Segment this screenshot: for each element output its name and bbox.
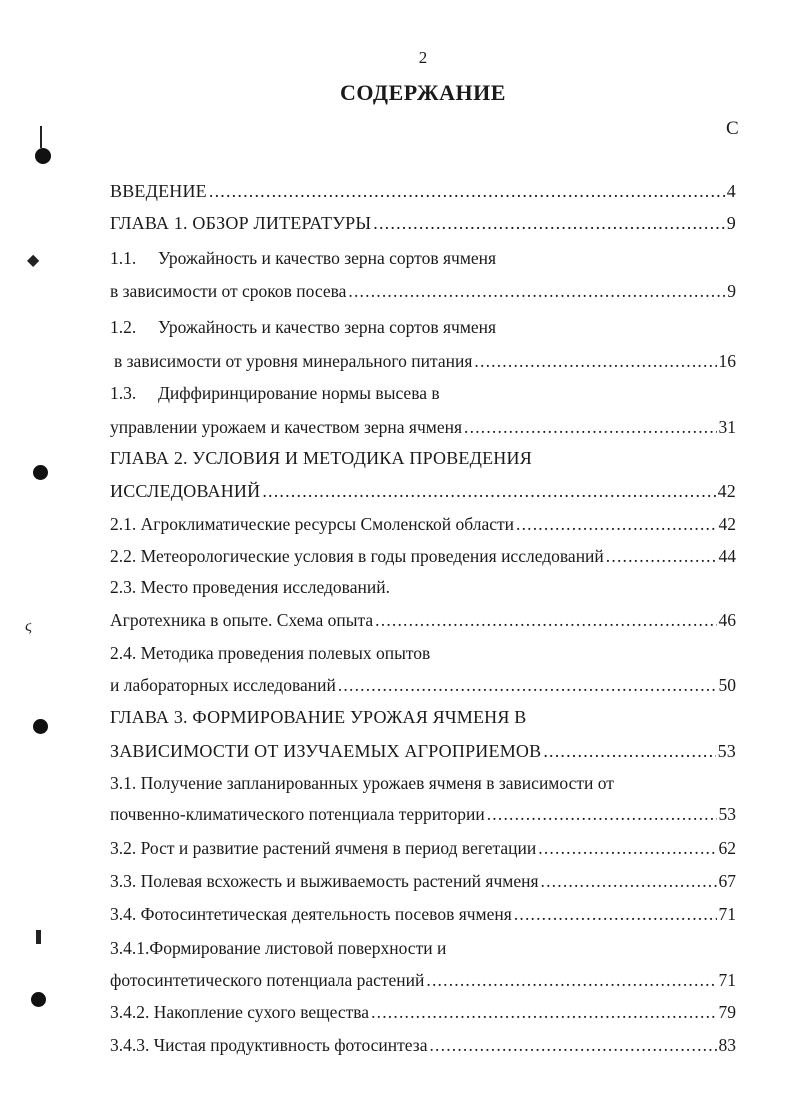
toc-entry-title: [110, 319, 496, 337]
toc-leader-dots: [209, 182, 725, 200]
toc-entry: [110, 579, 736, 597]
toc-leader-dots: [543, 742, 715, 760]
toc-entry-text: 2.2. Метеорологические условия в годы проведения исследований: [110, 546, 604, 566]
punch-hole-mark: [35, 148, 51, 164]
toc-entry-text: 3.4.1.Формирование листовой поверхности и: [110, 938, 447, 958]
toc-entry-title: [110, 972, 424, 990]
toc-entry: [110, 775, 736, 793]
toc-entry: [110, 677, 736, 695]
toc-entry-title: [110, 250, 496, 268]
toc-entry: [110, 385, 736, 403]
toc-leader-dots: [487, 806, 717, 824]
toc-entry: [110, 548, 736, 566]
toc-page-number: 44: [718, 546, 736, 566]
punch-hole-smudge: ϛ: [25, 618, 32, 635]
toc-entry-title: [110, 742, 541, 760]
toc-entry: [110, 283, 736, 301]
toc-page-number: 9: [727, 281, 736, 301]
toc-entry-title: [110, 579, 390, 597]
toc-page-number: 79: [718, 1002, 736, 1022]
punch-hole-mark: [31, 992, 46, 1007]
toc-entry-title: [110, 840, 536, 858]
toc-entry-text: Диффиринцирование нормы высева в: [158, 383, 440, 403]
toc-entry-title: [110, 516, 514, 534]
toc-entry-text: 3.2. Рост и развитие растений ячменя в период вегетации: [110, 838, 537, 858]
toc-entry-title: [110, 283, 346, 301]
toc-entry-text: 2.4. Методика проведения полевых опытов: [110, 643, 431, 663]
toc-entry-text: Урожайность и качество зерна сортов ячменя: [158, 317, 497, 337]
toc-entry-text: в зависимости от уровня минерального питания: [114, 351, 473, 371]
toc-entry: [110, 806, 736, 824]
toc-entry-title: [110, 419, 462, 437]
toc-page-number: 16: [718, 351, 736, 371]
toc-page-number: 42: [717, 481, 736, 501]
toc-entry-text: ЗАВИСИМОСТИ ОТ ИЗУЧАЕМЫХ АГРОПРИЕМОВ: [110, 741, 542, 761]
toc-leader-dots: [516, 516, 717, 534]
toc-leader-dots: [375, 612, 716, 630]
toc-entry-text: Урожайность и качество зерна сортов ячменя: [158, 248, 497, 268]
page-title: СОДЕРЖАНИЕ: [340, 80, 506, 105]
toc-entry-text: в зависимости от сроков посева: [110, 281, 347, 301]
toc-entry-text: 2.1. Агроклиматические ресурсы Смоленской области: [110, 514, 514, 534]
toc-entry-text: 3.4. Фотосинтетическая деятельность посевов ячменя: [110, 904, 512, 924]
toc-page-number: 71: [718, 904, 736, 924]
toc-entry: [110, 353, 736, 371]
toc-entry-text: 3.3. Полевая всхожесть и выживаемость растений ячменя: [110, 871, 539, 891]
toc-leader-dots: [348, 283, 725, 301]
toc-entry: [110, 972, 736, 990]
toc-entry-text: ГЛАВА 2. УСЛОВИЯ И МЕТОДИКА ПРОВЕДЕНИЯ: [110, 448, 532, 468]
toc-leader-dots: [514, 906, 717, 924]
toc-entry: [110, 319, 736, 337]
toc-entry-text: ВВЕДЕНИЕ: [110, 181, 207, 201]
toc-entry: [110, 419, 736, 437]
toc-leader-dots: [541, 873, 717, 891]
toc-entry-title: [110, 940, 446, 958]
toc-entry-title: [110, 449, 532, 467]
toc-entry-text: 3.1. Получение запланированных урожаев ячменя в зависимости от: [110, 773, 614, 793]
toc-entry: [110, 1004, 736, 1022]
toc-entry-title: [110, 708, 526, 726]
toc-entry: [110, 873, 736, 891]
toc-entry-title: [110, 645, 430, 663]
toc-entry: [110, 482, 736, 500]
toc-entry-text: ГЛАВА 1. ОБЗОР ЛИТЕРАТУРЫ: [110, 213, 372, 233]
toc-entry-text: 2.3. Место проведения исследований.: [110, 577, 390, 597]
toc-entry-title: [110, 182, 207, 200]
toc-page-number: 42: [718, 514, 736, 534]
toc-page-number: 83: [718, 1035, 736, 1055]
toc-entry-title: [110, 775, 614, 793]
toc-entry-title: [110, 1004, 369, 1022]
toc-page-number: 62: [718, 838, 736, 858]
toc-entry-text: управлении урожаем и качеством зерна ячменя: [110, 417, 463, 437]
toc-entry-title: [110, 482, 260, 500]
toc-entry-number: 1.1.: [110, 248, 137, 268]
toc-entry-number: 1.2.: [110, 317, 137, 337]
margin-tick-mark: [40, 126, 42, 148]
toc-entry-title: [110, 906, 512, 924]
toc-entry: [110, 516, 736, 534]
toc-page-number: 53: [717, 741, 736, 761]
page-column-header: С: [726, 118, 739, 139]
toc-entry: [110, 645, 736, 663]
punch-hole-smudge: ◆: [27, 252, 40, 269]
toc-page-number: 71: [718, 970, 736, 990]
toc-entry: [110, 708, 736, 726]
toc-entry: [110, 940, 736, 958]
toc-entry-text: ГЛАВА 3. ФОРМИРОВАНИЕ УРОЖАЯ ЯЧМЕНЯ В: [110, 707, 527, 727]
toc-entry-text: и лабораторных исследований: [110, 675, 336, 695]
toc-entry-title: [110, 1037, 427, 1055]
toc-entry-title: [110, 873, 539, 891]
toc-entry-title: [110, 548, 604, 566]
toc-entry-text: почвенно-климатического потенциала территории: [110, 804, 485, 824]
toc-entry-text: фотосинтетического потенциала растений: [110, 970, 425, 990]
toc-entry: [110, 250, 736, 268]
toc-leader-dots: [426, 972, 716, 990]
toc-entry-text: Агротехника в опыте. Схема опыта: [110, 610, 374, 630]
toc-entry: [110, 1037, 736, 1055]
toc-page-number: 67: [718, 871, 736, 891]
toc-entry: [110, 742, 736, 760]
toc-page-number: 4: [726, 181, 736, 201]
toc-entry: [110, 612, 736, 630]
toc-entry-number: 1.3.: [110, 383, 137, 403]
toc-leader-dots: [606, 548, 717, 566]
toc-entry-title: [110, 385, 440, 403]
toc-entry-text: 3.4.2. Накопление сухого вещества: [110, 1002, 370, 1022]
page-number: 2: [418, 48, 428, 67]
toc-leader-dots: [538, 840, 716, 858]
toc-entry: [110, 906, 736, 924]
toc-entry-title: [110, 214, 371, 232]
toc-entry-title: [110, 612, 373, 630]
toc-entry: [110, 214, 736, 232]
toc-entry-text: 3.4.3. Чистая продуктивность фотосинтеза: [110, 1035, 428, 1055]
toc-leader-dots: [474, 353, 716, 371]
toc-page-number: 31: [718, 417, 736, 437]
toc-leader-dots: [464, 419, 716, 437]
toc-page-number: 53: [718, 804, 736, 824]
toc-page-number: 9: [726, 213, 736, 233]
toc-entry: [110, 182, 736, 200]
toc-entry-title: [114, 353, 472, 371]
toc-page-number: 50: [718, 675, 736, 695]
toc-leader-dots: [338, 677, 717, 695]
toc-leader-dots: [371, 1004, 716, 1022]
punch-hole-mark: [33, 719, 48, 734]
toc-entry-title: [110, 806, 485, 824]
toc-entry-text: ИССЛЕДОВАНИЙ: [110, 481, 261, 501]
toc-entry-title: [110, 677, 336, 695]
margin-tick-mark: [36, 930, 41, 944]
toc-leader-dots: [429, 1037, 716, 1055]
toc-page-number: 46: [718, 610, 736, 630]
toc-leader-dots: [262, 482, 715, 500]
toc-entry: [110, 840, 736, 858]
toc-entry: [110, 449, 736, 467]
punch-hole-mark: [33, 465, 48, 480]
toc-leader-dots: [373, 214, 725, 232]
